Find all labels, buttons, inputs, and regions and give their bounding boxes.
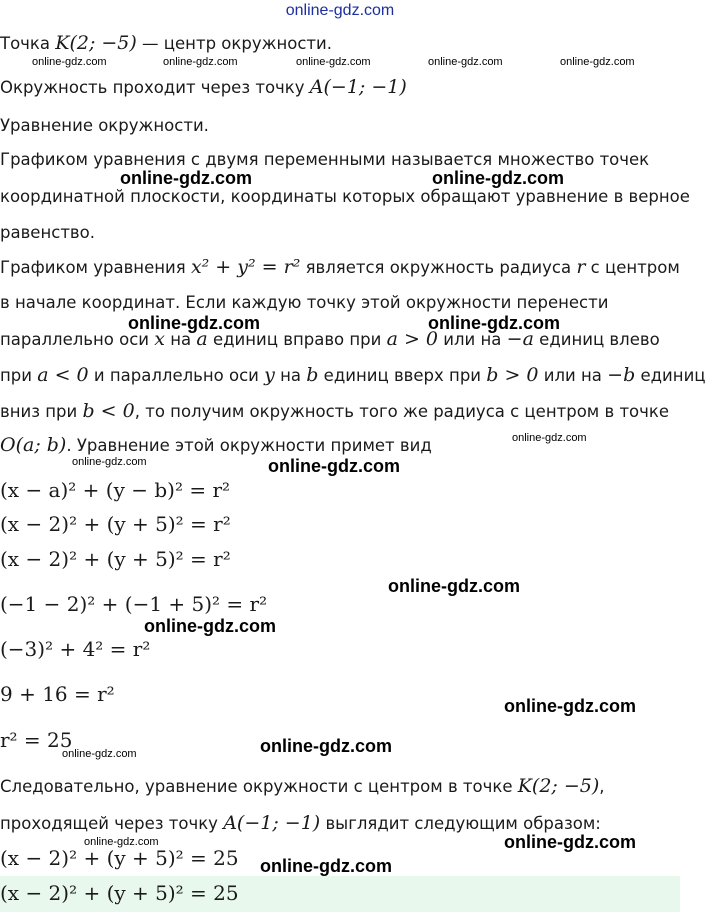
text: Точка	[0, 34, 56, 53]
watermark: online-gdz.com	[120, 168, 252, 188]
math-point-k: K(2; −5)	[517, 775, 600, 797]
text-line-11	[0, 400, 669, 423]
text: с центром	[585, 258, 680, 277]
text: на	[164, 330, 197, 349]
watermark: online-gdz.com	[84, 836, 159, 848]
text: выглядит следующим образом:	[320, 814, 601, 833]
equation-4: (−1 − 2)² + (−1 + 5)² = r²	[0, 592, 268, 616]
text: . Уравнение этой окружности примет вид	[66, 436, 432, 455]
text: единиц	[635, 366, 706, 385]
equation-3: (x − 2)² + (y + 5)² = r²	[0, 547, 231, 571]
text: , то получим окружность того же радиуса с центром в точке	[134, 402, 670, 421]
text: — центр окружности.	[136, 34, 333, 53]
text: Следовательно, уравнение окружности с центром в точке	[0, 777, 518, 796]
watermark: online-gdz.com	[512, 432, 587, 444]
text: является окружность радиуса	[300, 258, 577, 277]
text: единиц вправо при	[207, 330, 387, 349]
math-a: a	[196, 328, 208, 350]
watermark: online-gdz.com	[428, 313, 560, 333]
equation-7: r² = 25	[0, 728, 73, 752]
watermark: online-gdz.com	[560, 56, 635, 68]
text: на	[274, 366, 307, 385]
watermark: online-gdz.com	[504, 696, 636, 716]
equation-2: (x − 2)² + (y + 5)² = r²	[0, 512, 231, 536]
text-line-7	[0, 256, 680, 279]
watermark: online-gdz.com	[163, 56, 238, 68]
math-minus-b: −b	[607, 364, 636, 386]
math-a-positive: a > 0	[386, 328, 439, 350]
text: единиц вверх при	[318, 366, 487, 385]
watermark: online-gdz.com	[32, 56, 107, 68]
math-a-negative: a < 0	[37, 364, 89, 386]
watermark: online-gdz.com	[268, 456, 400, 476]
watermark: online-gdz.com	[296, 56, 371, 68]
text-line-2	[0, 76, 407, 99]
text-line-9	[0, 328, 660, 351]
watermark: online-gdz.com	[432, 168, 564, 188]
watermark: online-gdz.com	[260, 856, 392, 876]
math-point-a: A(−1; −1)	[223, 812, 321, 834]
text: ,	[599, 777, 605, 796]
equation-8: (x − 2)² + (y + 5)² = 25	[0, 846, 239, 870]
watermark-top: online-gdz.com	[285, 2, 395, 19]
watermark: online-gdz.com	[62, 748, 137, 760]
text: или на	[538, 366, 608, 385]
math-b-negative: b < 0	[82, 400, 135, 422]
text-line-8: в начале координат. Если каждую точку этой окружности перенести	[0, 293, 609, 312]
watermark: online-gdz.com	[260, 736, 392, 756]
text: параллельно оси	[0, 330, 155, 349]
text: вниз при	[0, 402, 83, 421]
math-b-positive: b > 0	[486, 364, 539, 386]
text: при	[0, 366, 38, 385]
text: Окружность проходит через точку	[0, 78, 310, 97]
watermark: online-gdz.com	[388, 576, 520, 596]
math-circle-equation: x² + y² = r²	[190, 256, 301, 278]
math-x: x	[154, 328, 165, 350]
text-line-1	[0, 32, 332, 55]
math-r: r	[576, 256, 586, 278]
answer-box	[0, 876, 680, 912]
text: единиц влево	[533, 330, 660, 349]
watermark: online-gdz.com	[504, 832, 636, 852]
watermark: online-gdz.com	[428, 56, 503, 68]
math-point-o: O(a; b)	[0, 434, 67, 456]
math-y: y	[264, 364, 275, 386]
equation-5: (−3)² + 4² = r²	[0, 637, 151, 661]
math-minus-a: −a	[506, 328, 534, 350]
math-point-a: A(−1; −1)	[309, 76, 407, 98]
equation-1: (x − a)² + (y − b)² = r²	[0, 478, 231, 502]
watermark: online-gdz.com	[72, 456, 147, 468]
text-line-5: координатной плоскости, координаты которых обращают уравнение в верное	[0, 187, 690, 206]
text: и параллельно оси	[88, 366, 265, 385]
text-line-10	[0, 364, 706, 387]
watermark: online-gdz.com	[144, 616, 276, 636]
text: Графиком уравнения	[0, 258, 191, 277]
math-b: b	[306, 364, 319, 386]
text-line-12	[0, 434, 432, 457]
watermark: online-gdz.com	[128, 313, 260, 333]
equation-6: 9 + 16 = r²	[0, 682, 115, 706]
answer-equation: (x − 2)² + (y + 5)² = 25	[0, 881, 239, 905]
text-line-6: равенство.	[0, 223, 95, 242]
text-line-13	[0, 775, 605, 798]
text: проходящей через точку	[0, 814, 224, 833]
text-line-4: Графиком уравнения с двумя переменными называется множество точек	[0, 150, 650, 169]
text-line-3: Уравнение окружности.	[0, 116, 209, 135]
text: или на	[438, 330, 507, 349]
math-point-k: K(2; −5)	[55, 32, 137, 54]
